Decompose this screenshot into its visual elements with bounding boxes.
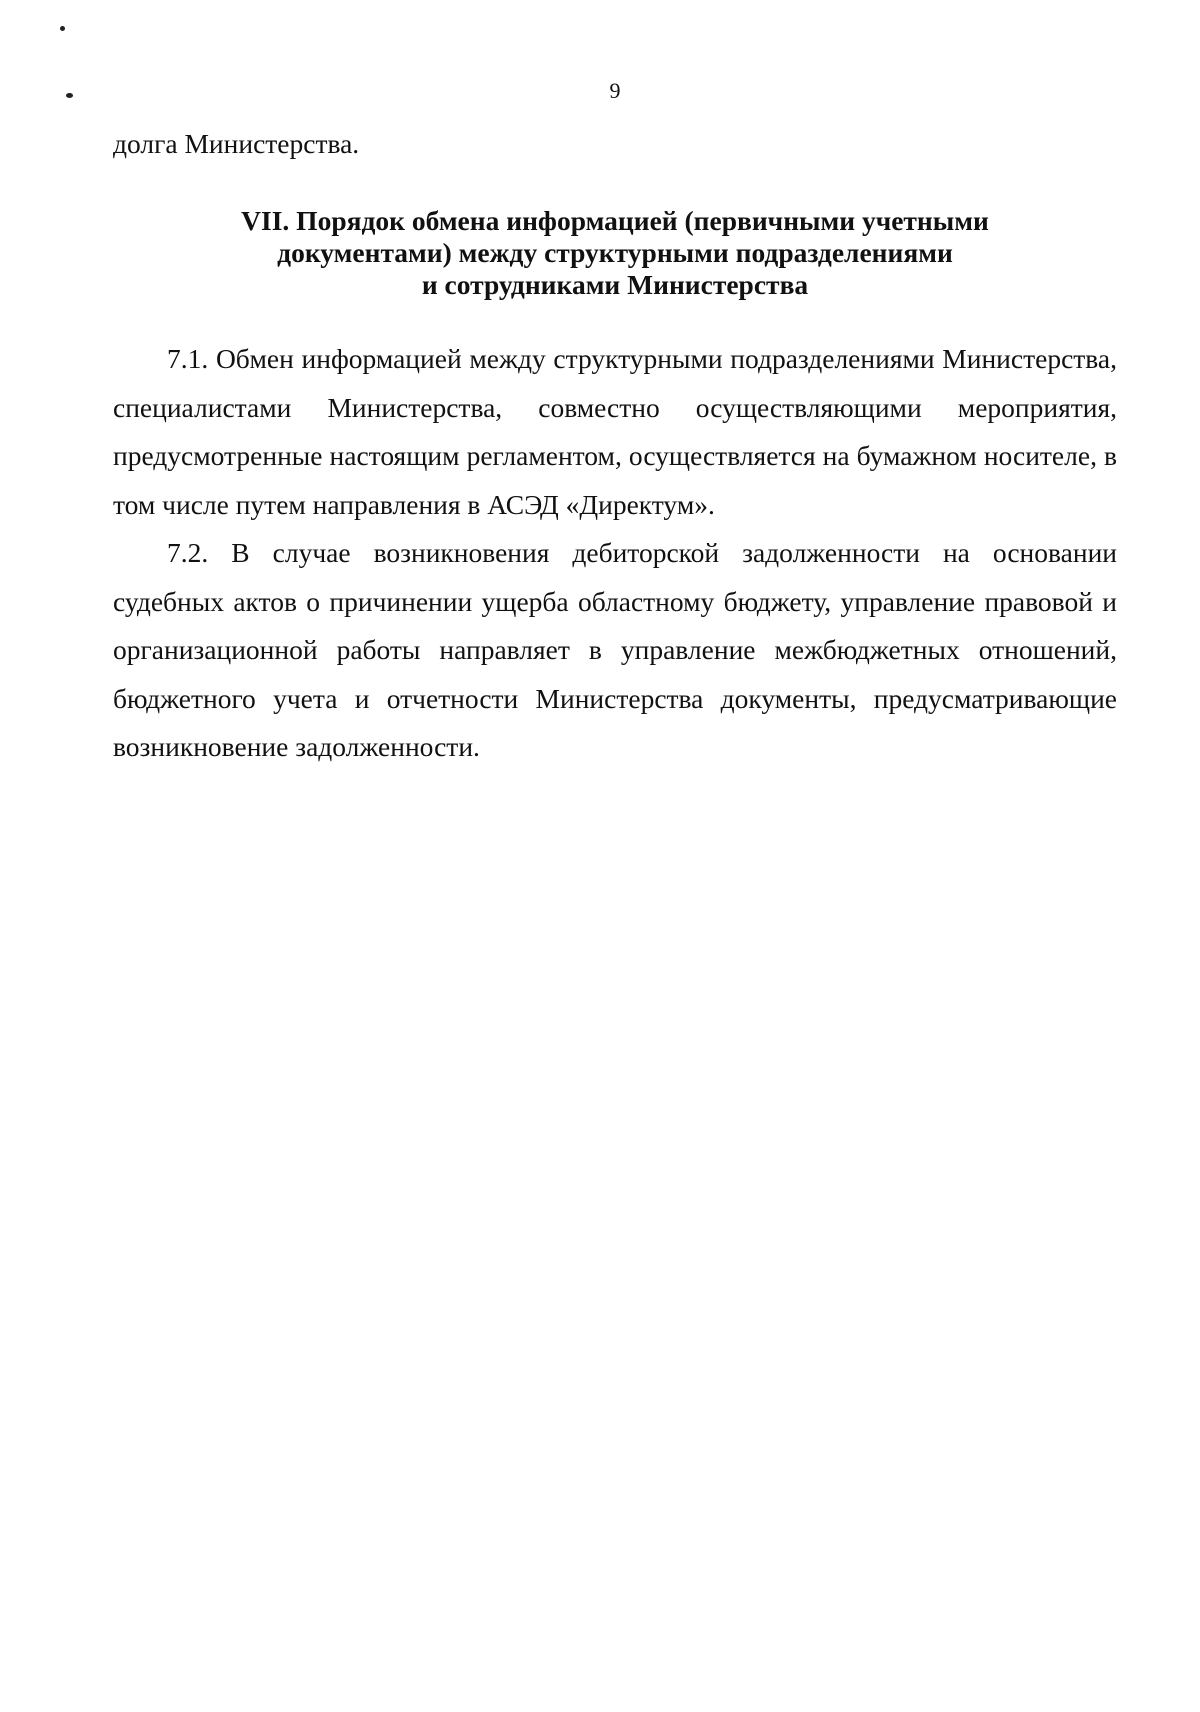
scan-speck — [60, 26, 65, 31]
section-heading — [113, 205, 1117, 301]
paragraph-7-2: 7.2. В случае возникновения дебиторской задолженности на основании судебных актов о причинении ущерба областному бюджету, управление правовой и организационной работы направляет в управление межбюджетных отношений, бюджетного учета и отчетности Министерства документы, предусматривающие возникновение задолженности. — [113, 537, 1117, 762]
section-heading-line: документами) между структурными подразделениями — [277, 237, 953, 268]
paragraph-7-1: 7.1. Обмен информацией между структурными подразделениями Министерства, специалистами Министерства, совместно осуществляющими мероприятия, предусмотренные настоящим регламентом, осуществляется на бумажном носителе, в том числе путем направления в АСЭД «Директум». — [113, 343, 1117, 520]
page-number: 9 — [609, 78, 621, 103]
carry-over-text: долга Министерства. — [113, 128, 360, 159]
section-heading-line: и сотрудниками Министерства — [421, 269, 809, 300]
section-heading-line: VII. Порядок обмена информацией (первичными учетными — [241, 205, 989, 236]
